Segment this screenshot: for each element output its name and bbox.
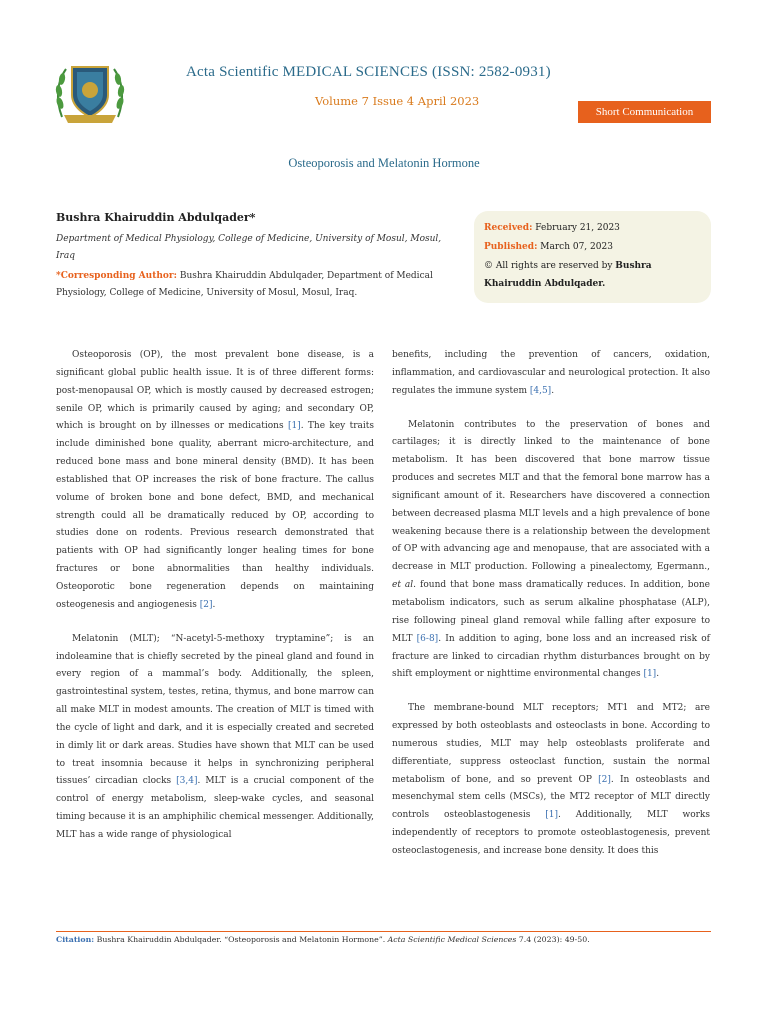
body-paragraph xyxy=(56,631,374,845)
paragraph-text: . xyxy=(656,669,660,680)
citation-reference-link[interactable]: [3,4] xyxy=(176,776,198,787)
published-label: Published: xyxy=(484,242,538,252)
citation-text: Bushra Khairuddin Abdulqader. “Osteoporosis and Melatonin Hormone”. xyxy=(94,935,388,944)
paragraph-text: . In addition to aging, bone loss and an increased risk of fracture are linked to circadian rhythm disturbances brought on by shift employment or nighttime environmental changes xyxy=(392,633,710,680)
paragraph-text: The membrane-bound MLT receptors; MT1 and MT2; are expressed by both osteoblasts and osteoclasts in bone. According to numerous studies, MLT may help osteoblasts proliferate and differentiate, suppress osteoclast function, sustain the normal metabolism of bone, and so prevent OP xyxy=(392,703,710,785)
rights-holder-rest: Khairuddin Abdulqader. xyxy=(484,279,606,289)
body-right-column xyxy=(392,347,710,877)
citation-reference-link[interactable]: [2] xyxy=(598,774,611,785)
journal-title: Acta Scientific MEDICAL SCIENCES (ISSN: 2582-0931) xyxy=(186,64,551,80)
article-type-badge: Short Communication xyxy=(578,101,711,123)
volume-issue: Volume 7 Issue 4 April 2023 xyxy=(315,94,480,108)
author-name: Bushra Khairuddin Abdulqader* xyxy=(56,211,256,224)
paragraph-text: . MLT is a crucial component of the control of energy metabolism, sleep-wake cycles, and seasonal timing because it is an amphiphilic chemical messenger. Additionally, MLT has a wide range of physiological xyxy=(56,776,374,840)
rights-holder-first: Bushra xyxy=(615,261,652,271)
corresponding-text: Bushra Khairuddin Abdulqader, Department of Medical Physiology, College of Medicine, University of Mosul, Mosul, Iraq. xyxy=(56,271,433,298)
journal-logo xyxy=(52,57,128,125)
body-paragraph xyxy=(56,347,374,615)
paragraph-text: Melatonin (MLT); “N-acetyl-5-methoxy tryptamine”; is an indoleamine that is chiefly secreted by the pineal gland and found in every region of a mammal’s body. Additionally, the spleen, gastrointestinal system, testes, retina, thymus, and bone marrow can all make MLT in modest amounts. The creation of MLT is timed with the cycle of light and dark, and it is especially created and secreted in dimly lit or dark areas. Studies have shown that MLT can be used to treat insomnia because it helps in synchronizing peripheral tissues’ circadian clocks xyxy=(56,633,374,787)
article-title: Osteoporosis and Melatonin Hormone xyxy=(288,156,480,170)
citation-reference-link[interactable]: [1] xyxy=(643,669,657,680)
published-value: March 07, 2023 xyxy=(537,242,613,252)
body-paragraph xyxy=(392,347,710,401)
copyright-line xyxy=(484,261,652,271)
paragraph-text: . xyxy=(212,599,216,610)
author-affiliation: Department of Medical Physiology, College of Medicine, University of Mosul, Mosul, Iraq xyxy=(56,234,442,261)
paragraph-text: . In osteoblasts and mesenchymal stem cells (MSCs), the MT2 receptor of MLT directly controls osteoblastogenesis xyxy=(392,774,711,821)
corresponding-label: *Corresponding Author: xyxy=(56,271,177,281)
paragraph-text: found that bone mass dramatically reduces. In addition, bone metabolism indicators, such as serum alkaline phosphatase (ALP), rise following pineal gland removal while falling after exposure to MLT xyxy=(392,580,710,644)
citation-reference-link[interactable]: [4,5] xyxy=(529,385,552,396)
paragraph-text: Osteoporosis (OP), the most prevalent bone disease, is a significant global public health issue. It is of three different forms: post-menopausal OP, which is mostly caused by decreased estrogen; senile OP, which is primarily caused by aging; and secondary OP, which is brought on by illnesses or medications xyxy=(56,350,374,432)
copyright-holder xyxy=(484,279,605,289)
received-date xyxy=(484,223,620,233)
body-paragraph xyxy=(392,417,710,685)
body-paragraph xyxy=(392,700,710,861)
published-date xyxy=(484,242,613,252)
paragraph-text: et al. xyxy=(392,580,417,591)
citation-label: Citation: xyxy=(56,935,95,944)
paragraph-text: benefits, including the prevention of cancers, oxidation, inflammation, and cardiovascular and neurological protection. It also regulates the immune system xyxy=(392,350,710,396)
received-label: Received: xyxy=(484,223,533,233)
citation-reference-link[interactable]: [1] xyxy=(287,421,301,432)
citation-reference-link[interactable]: [6-8] xyxy=(416,633,439,644)
body-left-column xyxy=(56,347,374,861)
corresponding-author xyxy=(56,268,456,302)
footer-divider xyxy=(56,931,711,932)
received-value: February 21, 2023 xyxy=(532,223,620,233)
paragraph-text: . The key traits include diminished bone quality, aberrant micro-architecture, and reduced bone mass and bone mineral density (BMD). It has been established that OP increases the risk of bone fracture. The callus volume of broken bone and bone defect, BMD, and mechanical strength could all be dramatically reduced by OP, according to studies done on rodents. Previous research demonstrated that patients with OP had significantly longer healing times for bone fractures or bone abnormalities than healthy individuals. Osteoporotic bone regeneration depends on maintaining osteogenesis and angiogenesis xyxy=(56,421,374,610)
paragraph-text: Melatonin contributes to the preservation of bones and cartilages; it is directly linked to the maintenance of bone metabolism. It has been discovered that bone marrow tissue produces and secretes MLT and that the femoral bone marrow has a significant amount of it. Researchers have discovered a connection between decreased plasma MLT levels and a high prevalence of bone weakening because there is a relationship between the development of OP with advancing age and menopause, that are associated with a decrease in MLT production. Following a pinealectomy, Egermann., xyxy=(392,419,710,573)
citation-reference-link[interactable]: [2] xyxy=(199,599,213,610)
paragraph-text: . Additionally, MLT works independently of receptors to promote osteoblastogenesis, prevent osteoclastogenesis, and increase bone density. It does this xyxy=(392,810,710,856)
rights-prefix: © All rights are reserved by xyxy=(484,261,616,271)
citation-tail: 7.4 (2023): 49-50. xyxy=(516,935,590,944)
citation-line xyxy=(56,935,711,944)
citation-journal: Acta Scientific Medical Sciences xyxy=(387,935,517,944)
citation-reference-link[interactable]: [1] xyxy=(545,810,559,821)
paragraph-text: . xyxy=(551,385,555,396)
